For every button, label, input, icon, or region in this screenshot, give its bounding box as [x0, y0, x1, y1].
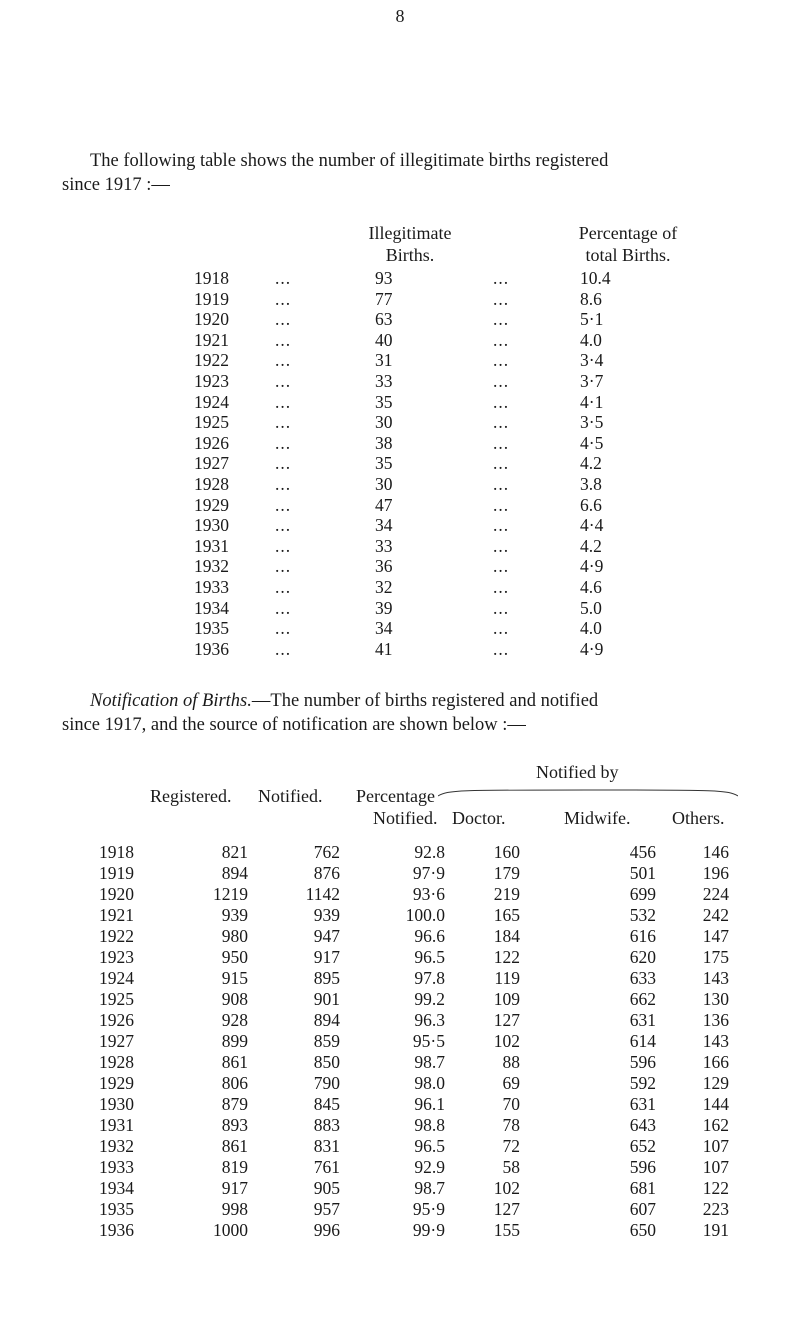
births-cell: 93: [375, 268, 393, 288]
midwife-cell: 633: [629, 968, 656, 988]
percentage-cell: 5.0: [580, 597, 602, 618]
births-cell: 33: [375, 370, 393, 391]
percentage-cell: 4·1: [580, 391, 604, 412]
notification-row: [0, 1220, 800, 1241]
year-cell: 1919: [194, 288, 229, 309]
percentage-cell: 4·9: [580, 556, 604, 577]
registered-cell: 928: [221, 1010, 248, 1030]
header-illegitimate-births: [340, 222, 480, 266]
others-cell: 107: [702, 1157, 729, 1177]
percentage-cell: 4.0: [580, 618, 602, 639]
year-cell: 1931: [194, 535, 229, 556]
notification-table: [0, 842, 800, 1241]
midwife-cell: 652: [629, 1136, 656, 1156]
leader-dots: ...: [493, 453, 510, 474]
notification-line-1: [62, 689, 742, 713]
percentage-cell: 4.6: [580, 576, 602, 597]
notified-cell: 876: [313, 863, 340, 883]
leader-dots: ...: [493, 576, 510, 597]
leader-dots: ...: [493, 391, 510, 412]
percentage-notified-cell: 98.7: [414, 1052, 445, 1072]
notification-paragraph: [62, 689, 742, 737]
year-cell: 1932: [99, 1136, 134, 1156]
illegitimate-row: [0, 453, 800, 474]
percentage-notified-cell: 97·9: [412, 863, 445, 883]
leader-dots: ...: [493, 535, 510, 556]
doctor-cell: 58: [502, 1157, 520, 1177]
midwife-cell: 631: [629, 1010, 656, 1030]
year-cell: 1922: [194, 350, 229, 371]
year-cell: 1936: [194, 638, 229, 659]
doctor-cell: 102: [493, 1178, 520, 1198]
leader-dots: ...: [493, 288, 510, 309]
doctor-cell: 165: [493, 905, 520, 925]
leader-dots: ...: [275, 453, 292, 474]
notified-cell: 845: [313, 1094, 340, 1114]
percentage-notified-cell: 95·5: [412, 1031, 445, 1051]
intro-line-2: since 1917 :—: [62, 175, 170, 195]
percentage-cell: 4·5: [580, 432, 604, 453]
midwife-cell: 699: [629, 884, 656, 904]
leader-dots: ...: [493, 432, 510, 453]
registered-cell: 908: [221, 989, 248, 1009]
year-cell: 1935: [194, 618, 229, 639]
leader-dots: ...: [275, 618, 292, 639]
registered-cell: 861: [221, 1052, 248, 1072]
notified-cell: 996: [313, 1220, 340, 1240]
notified-cell: 905: [313, 1178, 340, 1198]
doctor-cell: 119: [494, 968, 520, 988]
header-illegitimate-births-line1: Illegitimate: [368, 223, 452, 243]
percentage-cell: 6.6: [580, 494, 602, 515]
illegitimate-row: [0, 556, 800, 577]
header-percentage: Percentage: [356, 786, 435, 806]
leader-dots: ...: [275, 370, 292, 391]
year-cell: 1920: [194, 309, 229, 330]
notification-row: [0, 1010, 800, 1031]
leader-dots: ...: [275, 268, 292, 288]
percentage-notified-cell: 97.8: [414, 968, 445, 988]
header-illegitimate-births-line2: Births.: [385, 245, 435, 265]
midwife-cell: 620: [629, 947, 656, 967]
illegitimate-row: [0, 350, 800, 371]
births-cell: 63: [375, 309, 393, 330]
doctor-cell: 69: [502, 1073, 520, 1093]
percentage-notified-cell: 96.1: [414, 1094, 445, 1114]
leader-dots: ...: [493, 268, 510, 288]
notification-row: [0, 1178, 800, 1199]
percentage-cell: 4·4: [580, 515, 604, 536]
leader-dots: ...: [275, 350, 292, 371]
doctor-cell: 102: [493, 1031, 520, 1051]
percentage-cell: 8.6: [580, 288, 602, 309]
leader-dots: ...: [493, 638, 510, 659]
registered-cell: 806: [221, 1073, 248, 1093]
illegitimate-row: [0, 618, 800, 639]
year-cell: 1920: [99, 884, 134, 904]
leader-dots: ...: [275, 329, 292, 350]
percentage-notified-cell: 92.8: [414, 842, 445, 862]
notification-row: [0, 863, 800, 884]
percentage-cell: 5·1: [580, 309, 604, 330]
year-cell: 1931: [99, 1115, 134, 1135]
others-cell: 223: [702, 1199, 729, 1219]
registered-cell: 819: [221, 1157, 248, 1177]
doctor-cell: 160: [493, 842, 520, 862]
illegitimate-row: [0, 330, 800, 351]
midwife-cell: 456: [629, 842, 656, 862]
births-cell: 34: [375, 618, 393, 639]
others-cell: 136: [702, 1010, 729, 1030]
registered-cell: 893: [221, 1115, 248, 1135]
notified-cell: 859: [313, 1031, 340, 1051]
percentage-notified-cell: 96.5: [414, 1136, 445, 1156]
notified-cell: 917: [313, 947, 340, 967]
notification-row: [0, 947, 800, 968]
midwife-cell: 662: [629, 989, 656, 1009]
notification-row: [0, 884, 800, 905]
illegitimate-row: [0, 392, 800, 413]
registered-cell: 1219: [213, 884, 248, 904]
registered-cell: 821: [221, 842, 248, 862]
percentage-notified-cell: 96.6: [414, 926, 445, 946]
percentage-cell: 4.2: [580, 535, 602, 556]
registered-cell: 915: [221, 968, 248, 988]
leader-dots: ...: [275, 535, 292, 556]
notification-row: [0, 1199, 800, 1220]
year-cell: 1934: [194, 597, 229, 618]
header-midwife: Midwife.: [564, 808, 631, 828]
notification-row: [0, 1094, 800, 1115]
year-cell: 1932: [194, 556, 229, 577]
others-cell: 196: [702, 863, 729, 883]
notification-line-1-rest: —The number of births registered and notified: [251, 691, 599, 711]
illegitimate-row: [0, 268, 800, 289]
others-cell: 144: [702, 1094, 729, 1114]
year-cell: 1924: [99, 968, 134, 988]
notified-cell: 762: [313, 842, 340, 862]
year-cell: 1919: [99, 863, 134, 883]
illegitimate-row: [0, 536, 800, 557]
leader-dots: ...: [493, 494, 510, 515]
births-cell: 77: [375, 288, 393, 309]
percentage-cell: 4.0: [580, 329, 602, 350]
notified-cell: 957: [313, 1199, 340, 1219]
illegitimate-row: [0, 433, 800, 454]
page-number: 8: [395, 6, 405, 26]
doctor-cell: 122: [493, 947, 520, 967]
midwife-cell: 643: [629, 1115, 656, 1135]
leader-dots: ...: [275, 638, 292, 659]
births-cell: 36: [375, 556, 393, 577]
year-cell: 1918: [194, 268, 229, 288]
leader-dots: ...: [275, 473, 292, 494]
doctor-cell: 88: [502, 1052, 520, 1072]
registered-cell: 879: [221, 1094, 248, 1114]
notified-cell: 761: [313, 1157, 340, 1177]
leader-dots: ...: [275, 432, 292, 453]
births-cell: 35: [375, 391, 393, 412]
year-cell: 1923: [99, 947, 134, 967]
header-registered: Registered.: [150, 786, 232, 806]
percentage-cell: 4.2: [580, 453, 602, 474]
leader-dots: ...: [493, 597, 510, 618]
percentage-cell: 3·5: [580, 412, 604, 433]
year-cell: 1925: [99, 989, 134, 1009]
percentage-cell: 3·4: [580, 350, 604, 371]
year-cell: 1929: [99, 1073, 134, 1093]
header-doctor: Doctor.: [452, 808, 506, 828]
midwife-cell: 501: [629, 863, 656, 883]
doctor-cell: 179: [493, 863, 520, 883]
illegitimate-row: [0, 495, 800, 516]
header-others: Others.: [672, 808, 725, 828]
notification-line-2: since 1917, and the source of notification are shown below :—: [62, 715, 526, 735]
others-cell: 122: [702, 1178, 729, 1198]
doctor-cell: 78: [502, 1115, 520, 1135]
births-cell: 40: [375, 329, 393, 350]
births-cell: 34: [375, 515, 393, 536]
leader-dots: ...: [275, 576, 292, 597]
leader-dots: ...: [493, 618, 510, 639]
births-cell: 39: [375, 597, 393, 618]
year-cell: 1929: [194, 494, 229, 515]
percentage-notified-cell: 93·6: [412, 884, 445, 904]
illegitimate-row: [0, 371, 800, 392]
births-cell: 47: [375, 494, 393, 515]
notification-row: [0, 1157, 800, 1178]
leader-dots: ...: [275, 515, 292, 536]
percentage-notified-cell: 96.5: [414, 947, 445, 967]
year-cell: 1930: [99, 1094, 134, 1114]
year-cell: 1926: [194, 432, 229, 453]
year-cell: 1926: [99, 1010, 134, 1030]
notification-row: [0, 842, 800, 863]
registered-cell: 894: [221, 863, 248, 883]
notified-cell: 939: [313, 905, 340, 925]
others-cell: 107: [702, 1136, 729, 1156]
registered-cell: 950: [221, 947, 248, 967]
header-notified: Notified.: [258, 786, 323, 806]
registered-cell: 939: [221, 905, 248, 925]
births-cell: 32: [375, 576, 393, 597]
year-cell: 1933: [194, 576, 229, 597]
others-cell: 191: [702, 1220, 729, 1240]
illegitimate-row: [0, 515, 800, 536]
leader-dots: ...: [275, 309, 292, 330]
header-notified-by: Notified by: [536, 762, 619, 782]
notification-row: [0, 905, 800, 926]
leader-dots: ...: [275, 597, 292, 618]
header-percentage-total: [538, 222, 718, 266]
births-cell: 33: [375, 535, 393, 556]
doctor-cell: 70: [502, 1094, 520, 1114]
doctor-cell: 127: [493, 1010, 520, 1030]
notified-cell: 1142: [305, 884, 340, 904]
registered-cell: 899: [221, 1031, 248, 1051]
header-percentage-total-line1: Percentage of: [578, 223, 678, 243]
notified-cell: 947: [313, 926, 340, 946]
registered-cell: 998: [221, 1199, 248, 1219]
leader-dots: ...: [275, 412, 292, 433]
percentage-notified-cell: 98.8: [414, 1115, 445, 1135]
percentage-notified-cell: 95·9: [412, 1199, 445, 1219]
year-cell: 1927: [99, 1031, 134, 1051]
registered-cell: 861: [221, 1136, 248, 1156]
births-cell: 35: [375, 453, 393, 474]
percentage-notified-cell: 98.7: [414, 1178, 445, 1198]
year-cell: 1930: [194, 515, 229, 536]
others-cell: 130: [702, 989, 729, 1009]
notification-row: [0, 1052, 800, 1073]
year-cell: 1928: [99, 1052, 134, 1072]
midwife-cell: 532: [629, 905, 656, 925]
others-cell: 129: [702, 1073, 729, 1093]
notified-cell: 831: [313, 1136, 340, 1156]
midwife-cell: 616: [629, 926, 656, 946]
doctor-cell: 184: [493, 926, 520, 946]
midwife-cell: 592: [629, 1073, 656, 1093]
doctor-cell: 127: [493, 1199, 520, 1219]
midwife-cell: 681: [629, 1178, 656, 1198]
others-cell: 146: [702, 842, 729, 862]
percentage-notified-cell: 99.2: [414, 989, 445, 1009]
year-cell: 1923: [194, 370, 229, 391]
leader-dots: ...: [275, 288, 292, 309]
leader-dots: ...: [493, 556, 510, 577]
percentage-cell: 3·7: [580, 370, 604, 391]
year-cell: 1921: [99, 905, 134, 925]
percentage-cell: 4·9: [580, 638, 604, 659]
illegitimate-row: [0, 412, 800, 433]
percentage-notified-cell: 92.9: [414, 1157, 445, 1177]
notification-row: [0, 1073, 800, 1094]
births-cell: 30: [375, 473, 393, 494]
illegitimate-row: [0, 474, 800, 495]
registered-cell: 980: [221, 926, 248, 946]
births-cell: 30: [375, 412, 393, 433]
doctor-cell: 109: [493, 989, 520, 1009]
percentage-notified-cell: 98.0: [414, 1073, 445, 1093]
midwife-cell: 596: [629, 1052, 656, 1072]
year-cell: 1933: [99, 1157, 134, 1177]
year-cell: 1925: [194, 412, 229, 433]
notified-cell: 850: [313, 1052, 340, 1072]
year-cell: 1936: [99, 1220, 134, 1240]
others-cell: 162: [702, 1115, 729, 1135]
notified-cell: 901: [313, 989, 340, 1009]
illegitimate-row: [0, 309, 800, 330]
illegitimate-row: [0, 577, 800, 598]
percentage-notified-cell: 99·9: [412, 1220, 445, 1240]
illegitimate-births-table: [0, 268, 800, 659]
leader-dots: ...: [493, 412, 510, 433]
notified-cell: 790: [313, 1073, 340, 1093]
header-percentage-total-line2: total Births.: [585, 245, 671, 265]
intro-line-1: The following table shows the number of illegitimate births registered: [90, 151, 609, 171]
notified-cell: 895: [313, 968, 340, 988]
notified-by-brace: [438, 788, 738, 798]
notified-cell: 883: [313, 1115, 340, 1135]
notification-row: [0, 1115, 800, 1136]
others-cell: 143: [702, 968, 729, 988]
midwife-cell: 631: [629, 1094, 656, 1114]
year-cell: 1927: [194, 453, 229, 474]
births-cell: 31: [375, 350, 393, 371]
midwife-cell: 607: [629, 1199, 656, 1219]
header-percentage-notified: Notified.: [373, 808, 438, 828]
year-cell: 1924: [194, 391, 229, 412]
year-cell: 1928: [194, 473, 229, 494]
year-cell: 1921: [194, 329, 229, 350]
year-cell: 1922: [99, 926, 134, 946]
illegitimate-row: [0, 598, 800, 619]
intro-paragraph: [62, 149, 722, 197]
leader-dots: ...: [493, 370, 510, 391]
others-cell: 147: [702, 926, 729, 946]
others-cell: 175: [702, 947, 729, 967]
others-cell: 143: [702, 1031, 729, 1051]
leader-dots: ...: [275, 556, 292, 577]
registered-cell: 1000: [213, 1220, 248, 1240]
midwife-cell: 614: [629, 1031, 656, 1051]
midwife-cell: 650: [629, 1220, 656, 1240]
year-cell: 1918: [99, 842, 134, 862]
notification-row: [0, 968, 800, 989]
notification-row: [0, 1136, 800, 1157]
illegitimate-row: [0, 289, 800, 310]
percentage-cell: 3.8: [580, 473, 602, 494]
midwife-cell: 596: [629, 1157, 656, 1177]
doctor-cell: 155: [493, 1220, 520, 1240]
leader-dots: ...: [493, 329, 510, 350]
notification-row: [0, 1031, 800, 1052]
illegitimate-row: [0, 639, 800, 660]
percentage-cell: 10.4: [580, 268, 611, 288]
notification-row: [0, 989, 800, 1010]
leader-dots: ...: [493, 473, 510, 494]
others-cell: 224: [702, 884, 729, 904]
notification-heading: Notification of Births.: [90, 691, 252, 711]
doctor-cell: 72: [502, 1136, 520, 1156]
registered-cell: 917: [221, 1178, 248, 1198]
year-cell: 1934: [99, 1178, 134, 1198]
leader-dots: ...: [275, 494, 292, 515]
percentage-notified-cell: 96.3: [414, 1010, 445, 1030]
leader-dots: ...: [493, 309, 510, 330]
births-cell: 41: [375, 638, 393, 659]
others-cell: 242: [702, 905, 729, 925]
notified-cell: 894: [313, 1010, 340, 1030]
percentage-notified-cell: 100.0: [405, 905, 445, 925]
doctor-cell: 219: [493, 884, 520, 904]
others-cell: 166: [702, 1052, 729, 1072]
leader-dots: ...: [275, 391, 292, 412]
year-cell: 1935: [99, 1199, 134, 1219]
births-cell: 38: [375, 432, 393, 453]
leader-dots: ...: [493, 515, 510, 536]
leader-dots: ...: [493, 350, 510, 371]
notification-row: [0, 926, 800, 947]
